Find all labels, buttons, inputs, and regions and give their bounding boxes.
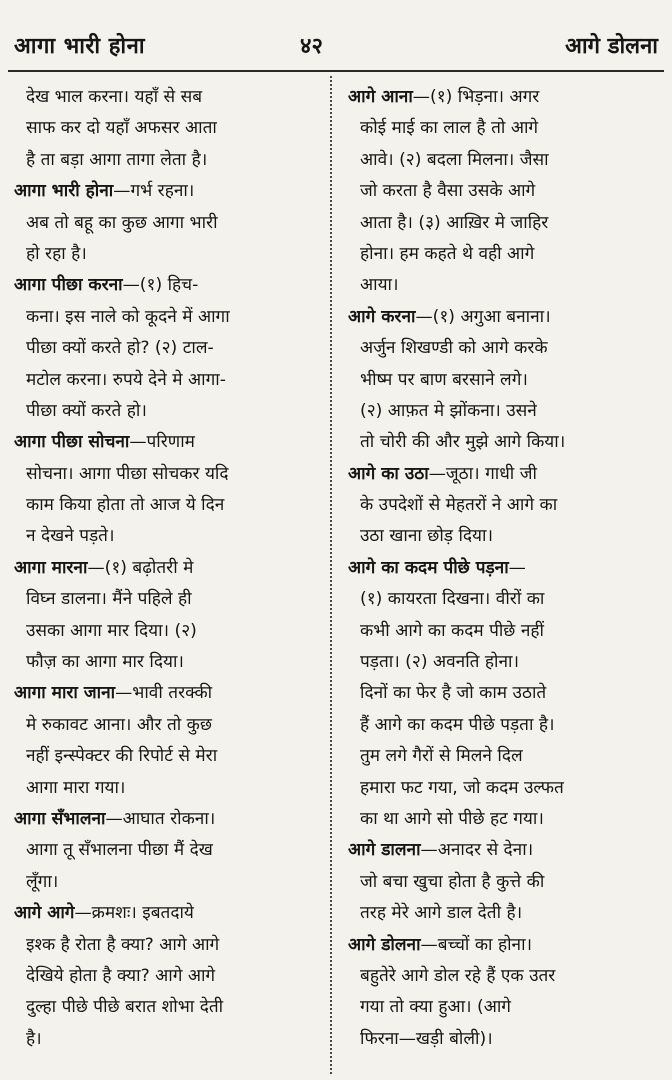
entry-text-line [348,616,660,647]
definition-text: हैं आगे का कदम पीछे पड़ता है। [360,714,555,735]
entry-text-line [348,490,660,521]
entry-headword-line [14,678,314,709]
headword: आगा पीछा करना [14,275,123,296]
entry-text-line [348,898,660,929]
definition-text: सोचना। आगा पीछा सोचकर यदि [26,463,229,484]
entry-headword-line [348,930,660,961]
entry-text-line [348,741,660,772]
definition-text: पीछा क्यों करते हो। [26,400,147,421]
definition-text: नहीं इन्स्पेक्टर की रिपोर्ट से मेरा [26,746,218,767]
definition-text: विघ्न डालना। मैंने पहिले ही [26,589,192,610]
entry-text-line [14,710,314,741]
header-rule [8,70,664,72]
definition-text: तरह मेरे आगे डाल देती है। [360,903,523,924]
page-number: ४२ [300,34,323,59]
entry-text-line [348,867,660,898]
definition-text: जो बचा खुचा होता है कुत्ते की [360,871,545,892]
definition-text: हमारा फट गया, जो कदम उल्फत [360,777,564,798]
entry-text-line [348,239,660,270]
entry-text-line [348,333,660,364]
headword: आगे करना [348,306,416,327]
left-column [14,82,314,1055]
entry-text-line [14,961,314,992]
entry-text-line [348,521,660,552]
headword: आगा सँभालना [14,808,106,829]
definition-text: —जूठा। गाधी जी [428,463,537,484]
entry-headword-line [14,898,314,929]
definition-text: (१) कायरता दिखना। वीरों का [360,589,545,610]
entry-headword-line [348,553,660,584]
definition-text: लूँगा। [26,871,59,892]
entry-headword-line [14,176,314,207]
headword: आगे आना [348,87,413,107]
definition-text: —भावी तरक्की [115,683,213,704]
entry-headword-line [348,459,660,490]
entry-text-line [348,647,660,678]
entry-text-line [348,396,660,427]
definition-text: अर्जुन शिखण्डी को आगे करके [360,338,548,359]
headword: आगा पीछा सोचना [14,432,130,453]
entry-text-line [14,490,314,521]
definition-text: —(१) अगुआ बनाना। [415,306,551,327]
entry-headword-line [348,82,660,113]
definition-text: कना। इस नाले को कूदने में आगा [26,306,230,327]
entry-headword-line [14,270,314,301]
headword: आगे डालना [348,840,421,861]
entry-text-line [348,804,660,835]
entry-text-line [14,239,314,270]
definition-text: तुम लगे गैरों से मिलने दिल [360,746,523,767]
entry-text-line [348,176,660,207]
definition-text: भीष्म पर बाण बरसाने लगे। [360,369,528,390]
entry-text-line [14,145,314,176]
definition-text: —अनादर से देना। [420,840,534,861]
entry-text-line [348,773,660,804]
entry-text-line [14,647,314,678]
entry-text-line [14,867,314,898]
headword: आगे आगे [14,903,75,924]
entry-text-line [348,678,660,709]
entry-text-line [14,773,314,804]
entry-headword-line [348,835,660,866]
definition-text: जो करता है वैसा उसके आगे [360,181,536,202]
entry-text-line [14,459,314,490]
entry-text-line [14,741,314,772]
definition-text: होना। हम कहते थे वही आगे [360,243,535,264]
right-column [348,82,660,1055]
definition-text: न देखने पड़ते। [26,526,115,547]
header-first-entry: आगा भारी होना [14,34,146,59]
entry-text-line [348,270,660,301]
definition-text: के उपदेशों से मेहतरों ने आगे का [360,495,558,516]
headword: आगा मारना [14,557,88,578]
definition-text: कभी आगे का कदम पीछे नहीं [360,620,544,641]
entry-text-line [348,992,660,1023]
entry-text-line [348,427,660,458]
entry-text-line [14,302,314,333]
entry-text-line [14,1024,314,1055]
definition-text: देखिये होता है क्या? आगे आगे [26,965,216,986]
definition-text: तो चोरी की और मुझे आगे किया। [360,432,566,453]
entry-text-line [14,113,314,144]
entry-text-line [14,930,314,961]
entry-text-line [14,333,314,364]
definition-text: अब तो बहू का कुछ आगा भारी [26,212,218,233]
entry-text-line [14,835,314,866]
entry-text-line [14,616,314,647]
page-header [0,0,672,70]
entry-text-line [348,145,660,176]
definition-text: दिनों का फेर है जो काम उठाते [360,683,547,704]
entry-text-line [348,365,660,396]
definition-text: उठा खाना छोड़ दिया। [360,526,493,547]
definition-text: —(१) हिच- [122,275,199,296]
definition-text: आता है। (३) आख़िर मे जाहिर [360,212,549,233]
entry-text-line [14,992,314,1023]
definition-text: है। [26,1028,42,1049]
entry-text-line [348,1024,660,1055]
definition-text: का था आगे सो पीछे हट गया। [360,808,544,829]
definition-text: आवे। (२) बदला मिलना। जैसा [360,149,549,170]
definition-text: फिरना—खड़ी बोली)। [360,1028,493,1049]
definition-text: आया। [360,275,399,296]
definition-text: काम किया होता तो आज ये दिन [26,495,225,516]
definition-text: —गर्भ रहना। [113,181,195,202]
headword: आगा भारी होना [14,181,114,202]
definition-text: —(१) भिड़ना। अगर [412,87,540,107]
headword: आगे का उठा [348,463,429,484]
definition-text: — [508,557,526,578]
entry-text-line [348,208,660,239]
entry-text-line [14,521,314,552]
definition-text: दुल्हा पीछे पीछे बरात शोभा देती [26,997,224,1018]
definition-text: कोई माई का लाल है तो आगे [360,118,539,139]
definition-text: इश्क है रोता है क्या? आगे आगे [26,934,220,955]
entry-headword-line [14,427,314,458]
definition-text: फौज़ का आगा मार दिया। [26,652,184,673]
entry-text-line [14,365,314,396]
definition-text: देख भाल करना। यहाँ से सब [26,87,203,107]
entry-headword-line [348,302,660,333]
definition-text: आगा तू सँभालना पीछा मैं देख [26,840,213,861]
definition-text: पीछा क्यों करते हो? (२) टाल- [26,338,214,359]
definition-text: उसका आगा मार दिया। (२) [26,620,197,641]
entry-headword-line [14,804,314,835]
column-divider [330,76,332,1074]
definition-text: है ता बड़ा आगा तागा लेता है। [26,149,208,170]
definition-text: बहुतेरे आगे डोल रहे हैं एक उतर [360,965,556,986]
headword: आगे का कदम पीछे पड़ना [348,557,509,578]
entry-text-line [348,113,660,144]
definition-text: —आघात रोकना। [105,808,216,829]
entry-text-line [14,208,314,239]
definition-text: (२) आफ़त मे झोंकना। उसने [360,400,537,421]
definition-text: —क्रमशः। इबतदाये [74,903,194,924]
entry-text-line [348,961,660,992]
definition-text: —(१) बढ़ोतरी मे [87,557,194,578]
entry-text-line [348,584,660,615]
entry-text-line [14,82,314,113]
definition-text: मटोल करना। रुपये देने मे आगा- [26,369,226,390]
header-last-entry: आगे डोलना [565,34,658,59]
definition-text: साफ कर दो यहाँ अफसर आता [26,118,217,139]
definition-text: —बच्चों का होना। [420,934,533,955]
entry-text-line [348,710,660,741]
headword: आगा मारा जाना [14,683,116,704]
entry-text-line [14,396,314,427]
definition-text: पड़ता। (२) अवनति होना। [360,652,520,673]
headword: आगे डोलना [348,934,421,955]
definition-text: आगा मारा गया। [26,777,126,798]
definition-text: गया तो क्या हुआ। (आगे [360,997,511,1018]
entry-text-line [14,584,314,615]
definition-text: हो रहा है। [26,243,87,264]
entry-headword-line [14,553,314,584]
definition-text: —परिणाम [129,432,195,453]
definition-text: मे रुकावट आना। और तो कुछ [26,714,212,735]
